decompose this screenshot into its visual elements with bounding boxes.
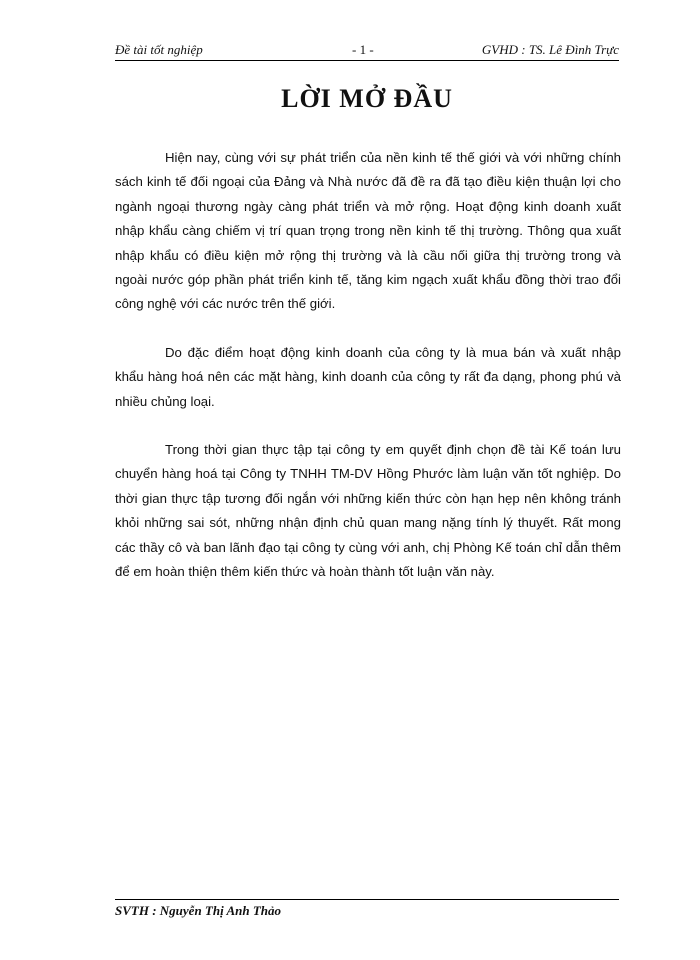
- header-page-number: - 1 -: [352, 42, 374, 57]
- document-body: [115, 146, 621, 609]
- paragraph-1: Hiện nay, cùng với sự phát triển của nền kinh tế thế giới và với những chính sách kinh tế đối ngoại của Đảng và Nhà nước đã đề ra đã tạo điều kiện thuận lợi cho ngành ngoại thương ngày càng phát triển và mở rộng. Hoạt động kinh doanh xuất nhập khẩu càng chiếm vị trí quan trọng trong nền kinh tế thị trường. Thông qua xuất nhập khẩu có điều kiện mở rộng thị trường và là cầu nối giữa thị trường trong và ngoài nước góp phần phát triển kinh tế, tăng kim ngạch xuất khẩu đồng thời trao đổi công nghệ với các nước trên thế giới.: [115, 150, 621, 312]
- header-divider: [115, 60, 619, 61]
- header-topic: Đề tài tốt nghiệp: [115, 42, 203, 57]
- page-header: [115, 40, 619, 62]
- document-title: LỜI MỞ ĐẦU: [281, 84, 453, 113]
- paragraph-3: Trong thời gian thực tập tại công ty em quyết định chọn đề tài Kế toán lưu chuyển hàng hoá tại Công ty TNHH TM-DV Hồng Phước làm luận văn tốt nghiệp. Do thời gian thực tập tương đối ngắn với những kiến thức còn hạn hẹp nên không tránh khỏi những sai sót, những nhận định chủ quan mang nặng tính lý thuyết. Rất mong các thầy cô và ban lãnh đạo tại công ty cùng với anh, chị Phòng Kế toán chỉ dẫn thêm để em hoàn thiện thêm kiến thức và hoàn thành tốt luận văn này.: [115, 442, 621, 580]
- header-advisor: GVHD : TS. Lê Đình Trực: [481, 42, 619, 57]
- footer-divider: [115, 899, 619, 900]
- paragraph-2: Do đặc điểm hoạt động kinh doanh của công ty là mua bán và xuất nhập khẩu hàng hoá nên các mặt hàng, kinh doanh của công ty rất đa dạng, phong phú và nhiều chủng loại.: [115, 344, 621, 409]
- footer-student: SVTH : Nguyễn Thị Anh Thảo: [115, 903, 282, 918]
